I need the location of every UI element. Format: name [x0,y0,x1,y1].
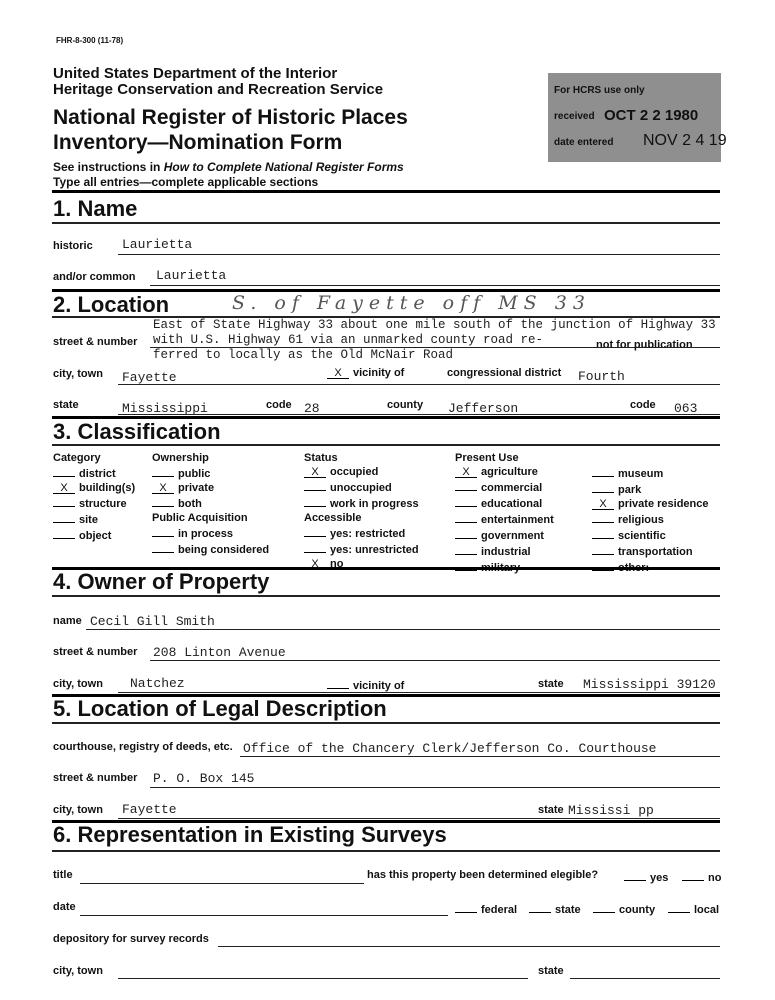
survey-city-label: city, town [53,965,103,977]
vicinity-of: X vicinity of [327,367,404,379]
survey-title-label: title [53,869,73,881]
ownership-option [152,495,269,511]
county-label: county [387,399,424,411]
accessible-option [304,525,419,541]
county-code-label: code [630,399,656,411]
use-option [455,495,554,511]
section-6-title: 6. Representation in Existing Surveys [53,822,447,847]
category-option-label: structure [79,498,127,510]
legal-city-label: city, town [53,804,103,816]
eligible-question: has this property been determined elegible? [367,869,599,881]
status-option-label: occupied [330,466,379,478]
stamp-received-date: OCT 2 2 1980 [604,107,699,124]
use-checkbox[interactable] [592,465,614,477]
legal-city-value: Fayette [122,802,177,817]
use-option-label: museum [618,468,664,480]
courthouse-label: courthouse, registry of deeds, etc. [53,741,233,753]
owner-name-label: name [53,615,82,627]
use-option-label: scientific [618,530,666,542]
acquisition-option-label: in process [178,528,234,540]
present-use-options-1 [455,465,554,575]
present-use-options-2 [592,465,709,575]
present-use-heading: Present Use [455,452,519,464]
use-option-label: government [481,530,544,542]
accessible-option-label: yes: unrestricted [330,544,419,556]
legal-state-label: state [538,804,564,816]
use-option [592,465,709,481]
acquisition-option [152,525,269,541]
depository-label: depository for survey records [53,933,209,945]
use-checkbox[interactable] [455,543,477,555]
category-checkbox[interactable] [53,511,75,523]
category-checkbox[interactable]: X [53,482,75,494]
status-checkbox[interactable] [304,479,326,491]
stamp-received-label: received [554,111,595,122]
category-option [53,465,135,481]
accessible-options [304,525,419,571]
status-checkbox[interactable] [304,495,326,507]
survey-state: state [529,901,581,916]
historic-name-value: Laurietta [122,237,193,252]
category-option [53,511,135,527]
use-option [455,543,554,559]
use-option-label: religious [618,514,664,526]
use-checkbox[interactable] [592,543,614,555]
category-option-label: object [79,530,112,542]
county-value: Jefferson [448,401,519,416]
section-5-title: 5. Location of Legal Description [53,696,387,721]
ownership-checkbox[interactable]: X [152,482,174,494]
ownership-option-label: both [178,498,202,510]
use-checkbox[interactable] [592,481,614,493]
survey-county: county [593,901,655,916]
section-2-title: 2. Location [53,292,170,317]
use-checkbox[interactable] [455,527,477,539]
owner-state-value: Mississippi 39120 [583,677,716,692]
owner-city-value: Natchez [130,676,185,691]
category-checkbox[interactable] [53,465,75,477]
form-id: FHR-8-300 (11-78) [56,36,124,45]
service-line: Heritage Conservation and Recreation Service [53,81,384,98]
stamp-heading: For HCRS use only [554,85,645,96]
use-option [592,497,709,511]
category-checkbox[interactable] [53,527,75,539]
section-4-title: 4. Owner of Property [53,569,270,594]
status-option [304,479,419,495]
owner-city-label: city, town [53,678,103,690]
public-acquisition-heading: Public Acquisition [152,512,248,524]
accessible-heading: Accessible [304,512,362,524]
owner-street-label: street & number [53,646,138,658]
section-3-title: 3. Classification [53,419,221,444]
status-column [304,451,419,571]
status-heading: Status [304,452,338,464]
use-option-label: commercial [481,482,543,494]
survey-state-label: state [538,965,564,977]
use-checkbox[interactable] [455,495,477,507]
section-1-title: 1. Name [53,196,138,221]
category-heading: Category [53,452,101,464]
city-town-label: city, town [53,368,103,380]
status-option [304,495,419,511]
ownership-option-label: private [178,482,215,494]
present-use-column-2 [592,465,709,575]
historic-label: historic [53,240,93,252]
use-option [592,527,709,543]
category-option [53,481,135,495]
congressional-district-label: congressional district [447,367,562,379]
legal-state-value: Mississi pp [568,803,654,818]
use-option-label: educational [481,498,543,510]
street-line-3: ferred to locally as the Old McNair Road [153,348,454,362]
category-option-label: building(s) [79,482,136,494]
acquisition-checkbox[interactable] [152,541,174,553]
category-checkbox[interactable] [53,495,75,507]
ownership-heading: Ownership [152,452,209,464]
form-title-line2: Inventory—Nomination Form [53,131,343,154]
ownership-checkbox[interactable] [152,495,174,507]
use-option-label: private residence [618,498,709,510]
ownership-options [152,465,269,511]
owner-state-label: state [538,678,564,690]
use-option-label: industrial [481,546,531,558]
present-use-column [455,451,554,575]
acquisition-options [152,525,269,557]
survey-local: local [668,901,719,916]
use-option [592,481,709,497]
category-options [53,465,135,543]
use-option-label: military [481,562,521,574]
use-option [455,465,554,479]
common-name-value: Laurietta [156,268,227,283]
owner-name-value: Cecil Gill Smith [90,614,215,629]
status-option [304,465,419,479]
eligible-no: no [682,869,721,884]
not-for-publication: not for publication [570,336,693,351]
handwritten-location-note: S. of Fayette off MS 33 [232,292,591,314]
ownership-option [152,465,269,481]
category-column [53,451,135,543]
use-checkbox[interactable]: X [455,466,477,478]
use-option [455,479,554,495]
use-option-label: agriculture [481,466,538,478]
street-number-label: street & number [53,336,138,348]
eligible-yes: yes [624,869,668,884]
acquisition-option-label: being considered [178,544,270,556]
street-line-2: with U.S. Highway 61 via an unmarked county road re- [153,333,544,347]
congressional-district-value: Fourth [578,369,625,384]
use-checkbox[interactable] [455,479,477,491]
instructions-line2: Type all entries—complete applicable sections [53,175,319,189]
use-option-label: park [618,484,642,496]
instructions-line1: See instructions in How to Complete National Register Forms [53,160,404,174]
survey-date-label: date [53,901,76,913]
accessible-option-label: no [330,558,344,570]
ownership-option-label: public [178,468,211,480]
use-option-label: transportation [618,546,693,558]
category-option-label: site [79,514,98,526]
accessible-checkbox[interactable] [304,541,326,553]
use-checkbox[interactable] [592,527,614,539]
status-checkbox[interactable]: X [304,466,326,478]
county-code-value: 063 [674,401,698,416]
use-option-label: other: [618,562,650,574]
use-checkbox[interactable] [592,511,614,523]
street-line-1: East of State Highway 33 about one mile south of the junction of Highway 33 [153,318,716,332]
status-option-label: work in progress [330,498,419,510]
stamp-entered-date: NOV 2 4 19 [643,132,727,149]
form-title-line1: National Register of Historic Places [53,106,408,129]
state-code-value: 28 [304,401,320,416]
courthouse-value: Office of the Chancery Clerk/Jefferson Co. Courthouse [243,741,657,756]
use-option [592,511,709,527]
department-line: United States Department of the Interior [53,65,338,82]
state-code-label: code [266,399,292,411]
ownership-option [152,481,269,495]
owner-vicinity: vicinity of [327,677,404,692]
use-option [455,511,554,527]
accessible-checkbox[interactable]: X [304,558,326,570]
state-label: state [53,399,79,411]
owner-street-value: 208 Linton Avenue [153,645,286,660]
use-option [592,543,709,559]
survey-federal: federal [455,901,517,916]
category-option [53,495,135,511]
accessible-checkbox[interactable] [304,525,326,537]
use-checkbox[interactable]: X [592,498,614,510]
stamp-entered-label: date entered [554,137,614,148]
hcrs-use-only-stamp [548,73,727,162]
state-value: Mississippi [122,401,208,416]
category-option-label: district [79,468,116,480]
status-options [304,465,419,511]
legal-street-label: street & number [53,772,138,784]
legal-street-value: P. O. Box 145 [153,771,255,786]
ownership-checkbox[interactable] [152,465,174,477]
use-option [455,527,554,543]
category-option [53,527,135,543]
common-name-label: and/or common [53,271,136,283]
accessible-option [304,541,419,557]
acquisition-checkbox[interactable] [152,525,174,537]
acquisition-option [152,541,269,557]
city-town-value: Fayette [122,370,177,385]
use-checkbox[interactable] [455,511,477,523]
ownership-column [152,451,269,557]
use-option-label: entertainment [481,514,554,526]
accessible-option-label: yes: restricted [330,528,406,540]
status-option-label: unoccupied [330,482,392,494]
